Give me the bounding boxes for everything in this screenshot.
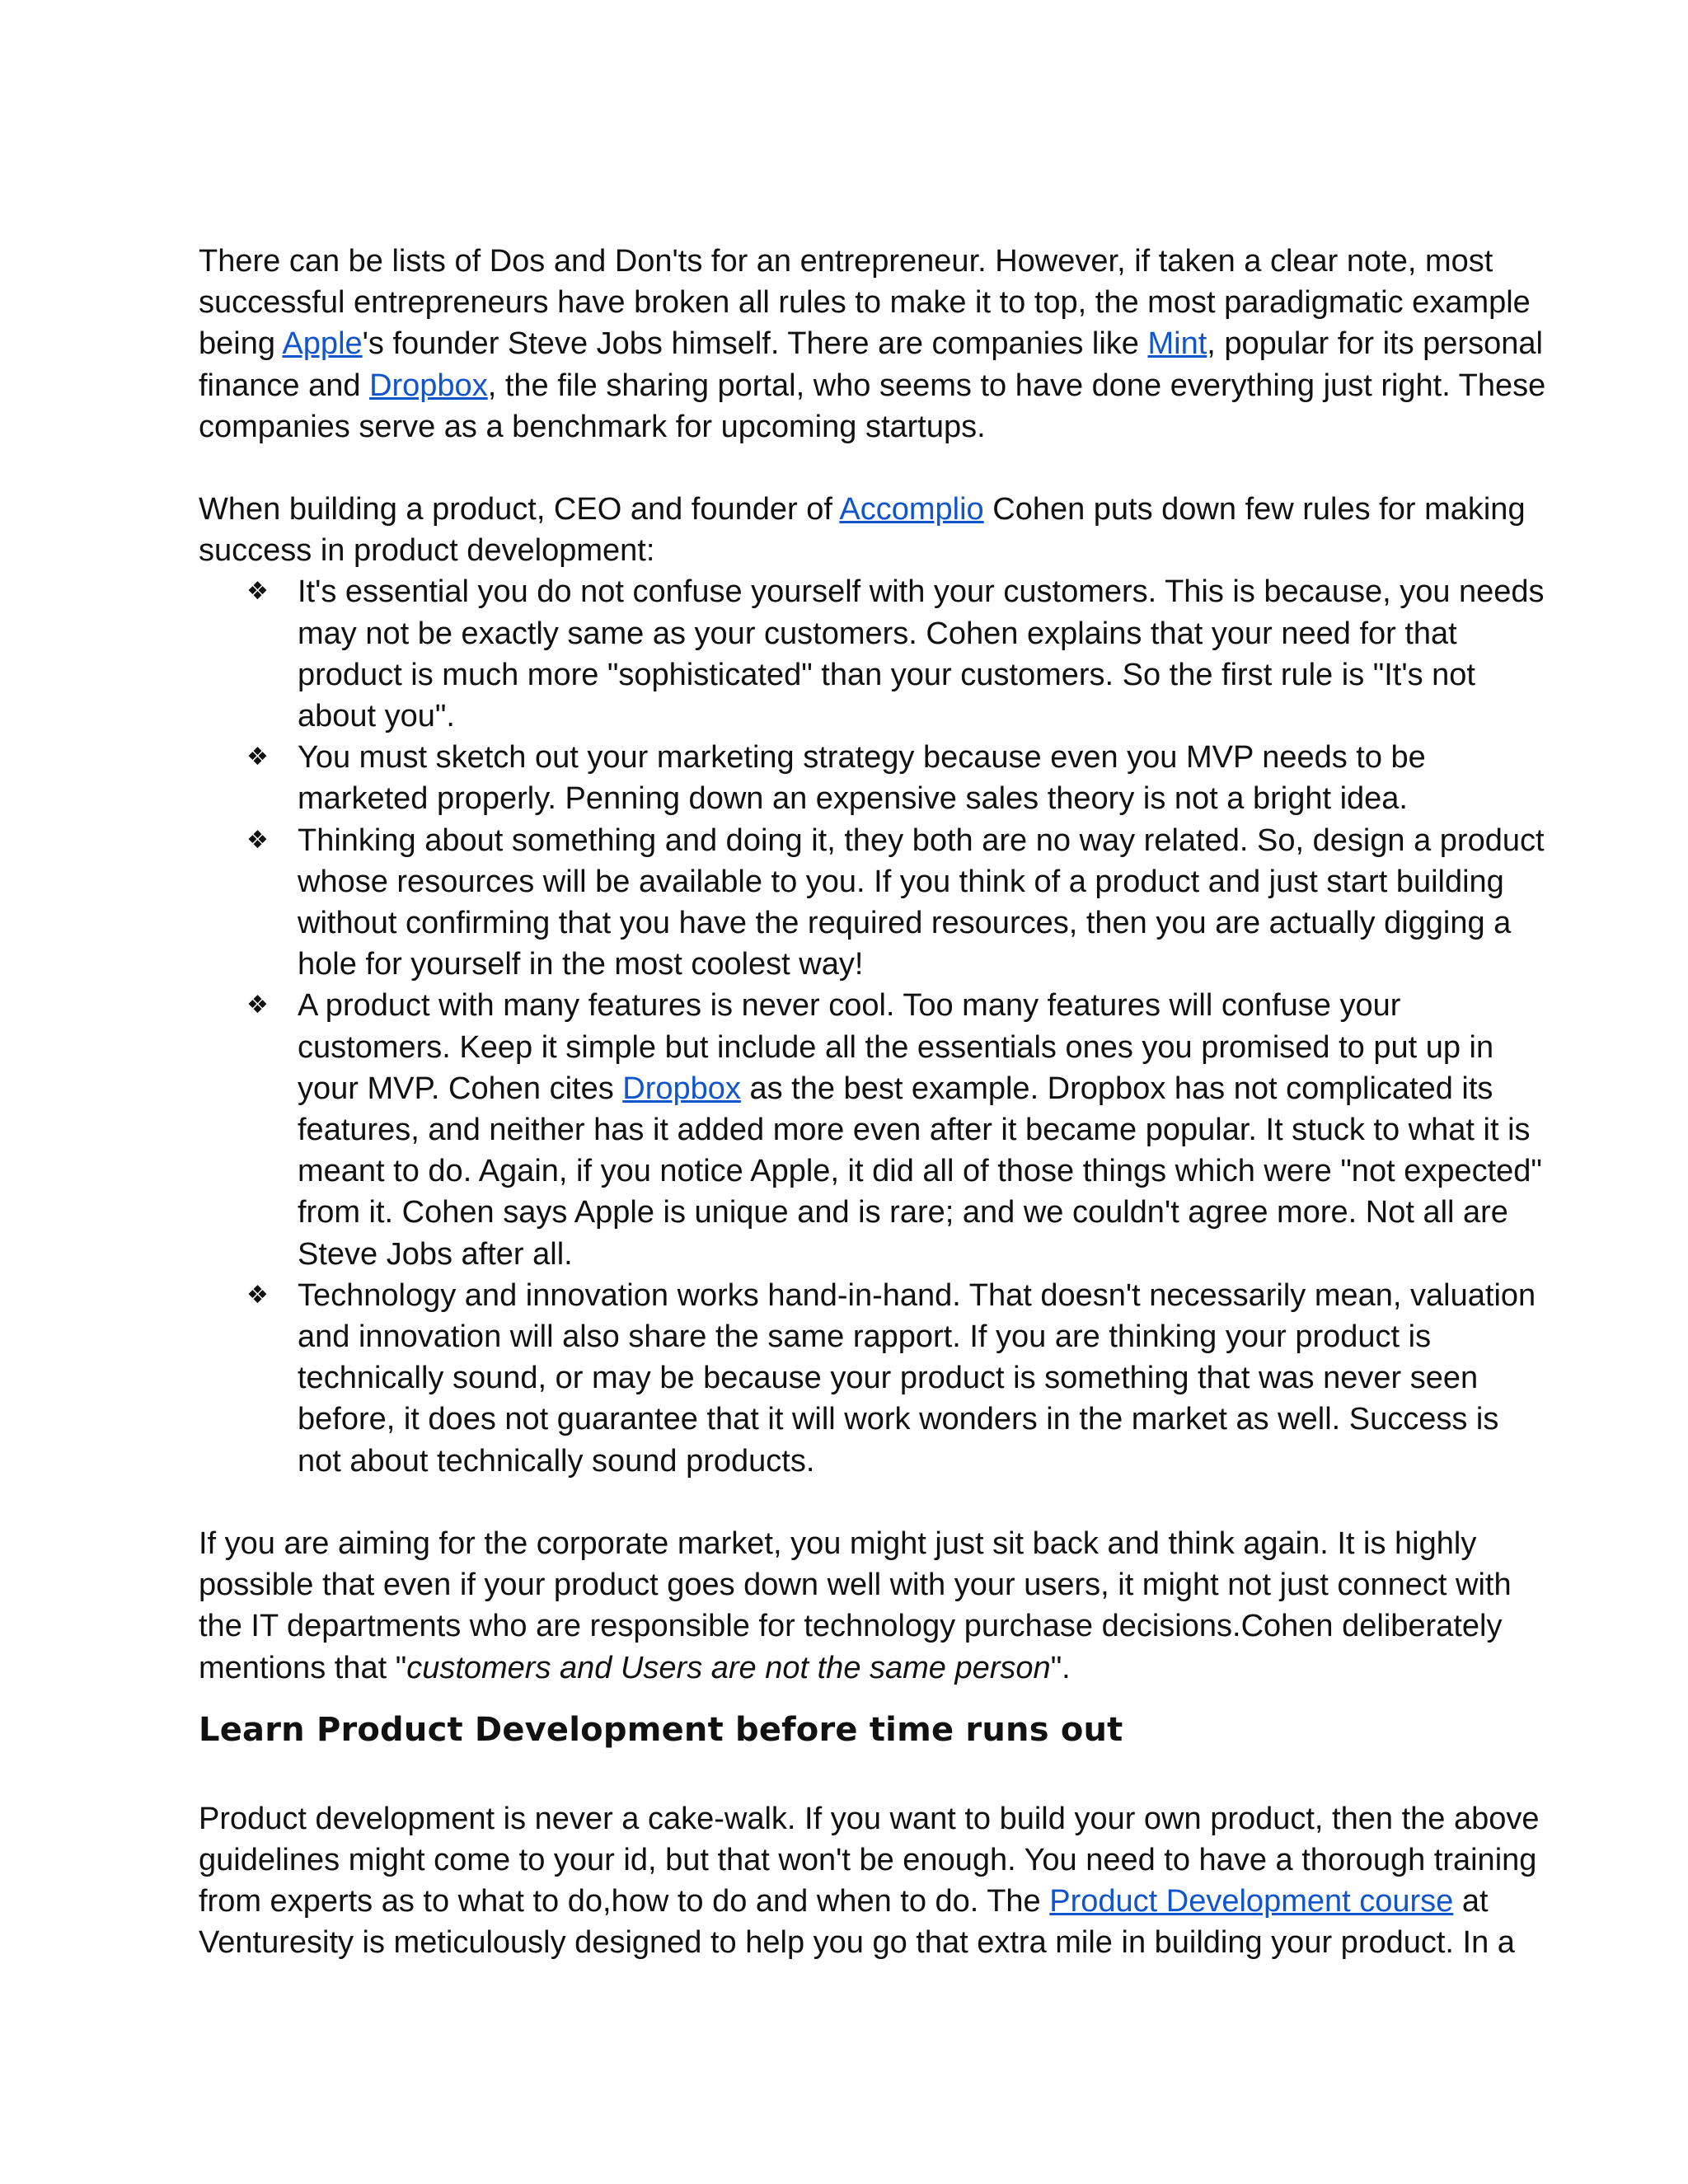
diamond-bullet-icon: ❖ <box>246 1280 269 1310</box>
list-item: ❖ A product with many features is never cool. Too many features will confuse your customers. Keep it simple but include all the essentials ones you promised to put up in your MVP. Cohen cites Dropbox as the best example. Dropbox has not complicated its features, and neither has it added more even after it became popular. It stuck to what it is meant to do. Again, if you notice Apple, it did all of those things which were "not expected" from it. Cohen says Apple is unique and is rare; and we couldn't agree more. Not all are Steve Jobs after all. <box>298 985 1550 1274</box>
accomplio-link[interactable]: Accomplio <box>839 492 984 527</box>
product-development-course-link[interactable]: Product Development course <box>1049 1884 1454 1919</box>
list-item: ❖ It's essential you do not confuse yourself with your customers. This is because, you needs may not be exactly same as your customers. Cohen explains that your need for that product is much more "sophisticated" than your customers. So the first rule is "It's not about you". <box>298 571 1550 737</box>
diamond-bullet-icon: ❖ <box>246 825 269 855</box>
diamond-bullet-icon: ❖ <box>246 743 269 772</box>
closing-paragraph: Product development is never a cake-walk. If you want to build your own product, then the above guidelines might come to your id, but that won't be enough. You need to have a thorough training from experts as to what to do,how to do and when to do. The Product Development course at Venturesity is meticulously designed to help you go that extra mile in building your product. In a <box>199 1801 1540 1961</box>
intro-paragraph: There can be lists of Dos and Don'ts for an entrepreneur. However, if taken a clear note, most successful entrepreneurs have broken all rules to make it to top, the most paradigmatic example being Apple's founder Steve Jobs himself. There are companies like Mint, popular for its personal finance and Dropbox, the file sharing portal, who seems to have done everything just right. These companies serve as a benchmark for upcoming startups. <box>199 244 1546 444</box>
section-heading: Learn Product Development before time runs out <box>199 1710 1123 1749</box>
dropbox-link[interactable]: Dropbox <box>622 1071 741 1106</box>
diamond-bullet-icon: ❖ <box>246 577 269 607</box>
document-page <box>199 241 1550 1964</box>
dropbox-link[interactable]: Dropbox <box>369 368 488 403</box>
lead-paragraph: When building a product, CEO and founder of Accomplio Cohen puts down few rules for making success in product development: <box>199 492 1526 569</box>
list-item: ❖ Thinking about something and doing it, they both are no way related. So, design a product whose resources will be available to you. If you think of a product and just start building without confirming that you have the required resources, then you are actually digging a hole for yourself in the most coolest way! <box>298 820 1550 986</box>
paragraph-spacer <box>199 1482 1550 1523</box>
list-item: ❖ Technology and innovation works hand-in-hand. That doesn't necessarily mean, valuation and innovation will also share the same rapport. If you are thinking your product is technically sound, or may be because your product is something that was never seen before, it does not guarantee that it will work wonders in the market as well. Success is not about technically sound products. <box>298 1275 1550 1482</box>
mint-link[interactable]: Mint <box>1147 326 1207 362</box>
quote-text: customers and Users are not the same person <box>406 1650 1051 1685</box>
apple-link[interactable]: Apple <box>282 326 363 362</box>
diamond-bullet-icon: ❖ <box>246 991 269 1020</box>
paragraph-spacer <box>199 448 1550 489</box>
rules-list <box>199 571 1550 1481</box>
corporate-paragraph: If you are aiming for the corporate market, you might just sit back and think again. It is highly possible that even if your product goes down well with your users, it might not just connect with the IT departments who are responsible for technology purchase decisions.Cohen deliberately mentions that "customers and Users are not the same person". <box>199 1526 1512 1685</box>
list-item: ❖ You must sketch out your marketing strategy because even you MVP needs to be marketed properly. Penning down an expensive sales theory is not a bright idea. <box>298 737 1550 819</box>
